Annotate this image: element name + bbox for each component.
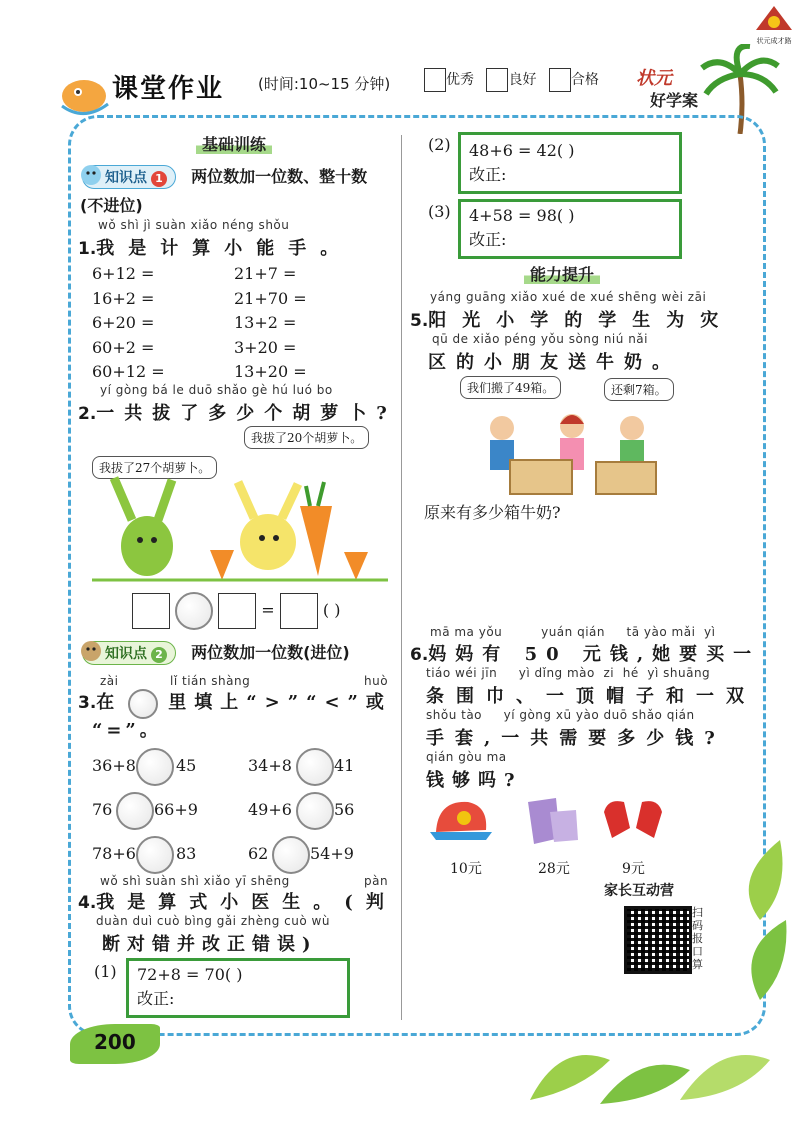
leaves-side-icon — [720, 840, 790, 1010]
q1-pinyin: wǒ shì jì suàn xiǎo néng shǒu — [98, 218, 290, 232]
kp-number: 1 — [151, 171, 167, 187]
compare-left: 78+6 — [92, 844, 136, 863]
leaves-decoration-icon — [520, 1000, 780, 1110]
q4-item-number: (1) — [94, 962, 117, 981]
brand-bottom: 好学案 — [650, 91, 699, 110]
answer-box[interactable] — [280, 593, 318, 629]
q5-stem — [410, 306, 734, 332]
q4-number: 4. — [78, 893, 97, 913]
q4-pinyin: duàn duì cuò bìng gǎi zhèng cuò wù — [96, 914, 330, 928]
knowledge-point-2 — [82, 640, 350, 665]
compare-circle[interactable] — [296, 748, 334, 786]
bear-mascot-icon — [79, 162, 103, 186]
kp-label: 知识点 — [105, 170, 147, 186]
q1-equation: 6+20 = — [92, 313, 155, 332]
q1-col2 — [234, 262, 307, 385]
q6-number: 6. — [410, 645, 429, 665]
kp-title: 两位数加一位数、整十数 — [191, 167, 368, 186]
section-advanced — [524, 262, 600, 285]
q5-text: 阳光小学的学生为灾 — [428, 310, 735, 331]
q2-illustration — [92, 426, 388, 584]
q4-stem — [78, 888, 397, 914]
header-mascot-icon — [58, 66, 110, 116]
compare-row — [92, 792, 392, 836]
q3-pinyin: huò — [364, 674, 389, 688]
page-number: 200 — [94, 1030, 136, 1054]
q3-text-cont: “=”。 — [92, 720, 162, 741]
q5-question: 原来有多少箱牛奶? — [424, 503, 561, 522]
compare-right: 45 — [176, 756, 197, 775]
unit-paren: ( ) — [322, 600, 341, 620]
q3-stem — [78, 688, 392, 719]
section-title: 基础训练 — [196, 135, 272, 154]
q2-pinyin: yí gòng bá le duō shǎo gè hú luó bo — [100, 383, 333, 397]
q2-answer-row — [132, 592, 340, 630]
parent-title: 家长互动营 — [604, 883, 674, 899]
correction-box[interactable] — [458, 199, 682, 259]
rating-checkbox[interactable] — [424, 68, 446, 92]
q1-stem — [78, 234, 352, 260]
q1-equation: 60+12 = — [92, 362, 165, 381]
correction-label: 改正: — [137, 989, 175, 1008]
q6-stem — [410, 640, 760, 666]
q1-equation: 21+70 = — [234, 288, 307, 308]
rating-group — [424, 68, 599, 92]
rating-label: 合格 — [570, 72, 599, 88]
speech-bubble: 我拔了20个胡萝卜。 — [244, 426, 369, 449]
correction-equation: 72+8 = 70( ) — [137, 965, 243, 984]
page-title: 课堂作业 — [112, 74, 225, 104]
operator-circle[interactable] — [175, 592, 213, 630]
speech-bubble: 我们搬了49箱。 — [460, 376, 561, 399]
q4-text-cont: 断对错并改正错误) — [102, 934, 318, 955]
scan-hint: 扫码报口算 — [692, 906, 703, 971]
compare-right: 56 — [334, 800, 355, 819]
compare-left: 34+8 — [248, 756, 292, 775]
compare-right: 54+9 — [310, 844, 354, 863]
correction-label: 改正: — [469, 230, 507, 249]
kp-label: 知识点 — [105, 646, 147, 662]
q5-number: 5. — [410, 311, 429, 331]
speech-bubble: 还剩7箱。 — [604, 378, 674, 401]
q5-illustration — [456, 374, 688, 496]
q4-text: 我是算式小医生。(判 — [96, 892, 397, 913]
q1-text: 我是计算小能手。 — [96, 238, 353, 259]
rating-label: 良好 — [508, 72, 537, 88]
equals-sign: = — [261, 600, 275, 620]
q1-equation: 3+20 = — [234, 337, 297, 357]
section-basic — [196, 132, 272, 155]
correction-equation: 48+6 = 42( ) — [469, 141, 575, 160]
compare-circle[interactable] — [272, 836, 310, 874]
q6-pinyin: mā ma yǒu yuán qián tā yào mǎi yì — [430, 625, 716, 639]
compare-circle[interactable] — [136, 748, 174, 786]
q3-grid — [92, 748, 392, 863]
kp-title: 两位数加一位数(进位) — [191, 643, 350, 662]
q1-col1 — [92, 262, 165, 385]
compare-circle[interactable] — [296, 792, 334, 830]
rating-checkbox[interactable] — [549, 68, 571, 92]
q5-pinyin: qū de xiǎo péng yǒu sòng niú nǎi — [432, 332, 648, 346]
compare-right: 41 — [334, 756, 355, 775]
compare-right: 83 — [176, 844, 197, 863]
correction-label: 改正: — [469, 165, 507, 184]
knowledge-point-1 — [82, 164, 367, 189]
q3-number: 3. — [78, 693, 97, 713]
q4-pinyin: pàn — [364, 874, 389, 888]
correction-box[interactable] — [126, 958, 350, 1018]
qr-code[interactable] — [624, 906, 692, 974]
children-boxes-icon — [476, 408, 676, 496]
q3-text: 在 — [96, 692, 129, 713]
q1-equation: 6+12 = — [92, 264, 155, 283]
cap-icon — [426, 792, 496, 848]
scarf-icon — [520, 792, 582, 848]
rabbits-carrots-icon — [92, 476, 388, 584]
compare-left: 76 — [92, 800, 113, 819]
answer-box[interactable] — [218, 593, 256, 629]
r-item-number: (2) — [428, 135, 451, 154]
brand-top: 状元 — [636, 68, 672, 89]
compare-row — [92, 748, 392, 792]
gloves-icon — [598, 798, 668, 844]
q6-text-cont: 钱够吗? — [426, 770, 523, 791]
q4-pinyin: wǒ shì suàn shì xiǎo yī shēng — [100, 874, 290, 888]
q6-text-cont: 条围巾、一顶帽子和一双 — [426, 686, 756, 707]
q1-equation: 13+2 = — [234, 313, 297, 332]
q1-number: 1. — [78, 239, 97, 259]
q6-text-cont: 手套,一共需要多少钱? — [426, 728, 726, 749]
q1-equation: 21+7 = — [234, 264, 297, 283]
q6-pinyin: shǒu tào yí gòng xū yào duō shǎo qián — [426, 708, 695, 722]
rating-label: 优秀 — [446, 72, 474, 88]
bear-mascot-icon — [79, 638, 103, 662]
speech-bubble: 我拔了27个胡萝卜。 — [92, 456, 217, 479]
q6-text: 妈妈有 50 元钱,她要买一 — [428, 644, 761, 665]
section-title: 能力提升 — [524, 265, 600, 284]
q2-stem — [78, 399, 397, 425]
time-limit: (时间:10~15 分钟) — [258, 75, 391, 93]
q2-number: 2. — [78, 404, 97, 424]
correction-equation: 4+58 = 98( ) — [469, 206, 575, 225]
q1-equation: 60+2 = — [92, 337, 155, 357]
compare-right: 66+9 — [154, 800, 198, 819]
q3-pinyin: lǐ tián shàng — [170, 674, 251, 688]
q6-pinyin: qián gòu ma — [426, 750, 507, 764]
logo-emblem-icon — [752, 4, 796, 32]
q3-pinyin: zài — [100, 674, 119, 688]
compare-left: 36+8 — [92, 756, 136, 775]
compare-circle[interactable] — [136, 836, 174, 874]
kp-number: 2 — [151, 647, 167, 663]
q1-equation: 16+2 = — [92, 288, 155, 308]
column-divider — [401, 135, 402, 1020]
q5-text-cont: 区的小朋友送牛奶。 — [428, 352, 680, 373]
q6-pinyin: tiáo wéi jīn yì dǐng mào zi hé yì shuāng — [426, 666, 711, 680]
kp-badge — [82, 641, 176, 665]
q2-text: 一共拔了多少个胡萝卜? — [96, 403, 397, 424]
price-label: 10元 — [450, 861, 482, 877]
compare-left: 49+6 — [248, 800, 292, 819]
corner-logo-text: 状元成才路 — [756, 37, 792, 45]
price-label: 9元 — [622, 861, 645, 877]
q6-items — [422, 792, 682, 882]
kp-badge — [82, 165, 176, 189]
parent-section — [604, 880, 714, 900]
r-item-number: (3) — [428, 202, 451, 221]
rating-checkbox[interactable] — [486, 68, 508, 92]
q1-equation: 13+20 = — [234, 362, 307, 381]
example-circle — [128, 689, 158, 719]
corner-logo — [752, 4, 796, 44]
answer-box[interactable] — [132, 593, 170, 629]
q3-text: 里填上“>”“<”或 — [168, 692, 392, 713]
correction-box[interactable] — [458, 132, 682, 194]
compare-left: 62 — [248, 844, 269, 863]
compare-circle[interactable] — [116, 792, 154, 830]
q5-pinyin: yáng guāng xiǎo xué de xué shēng wèi zāi — [430, 290, 707, 304]
price-label: 28元 — [538, 861, 570, 877]
kp-title-cont: (不进位) — [80, 196, 143, 215]
